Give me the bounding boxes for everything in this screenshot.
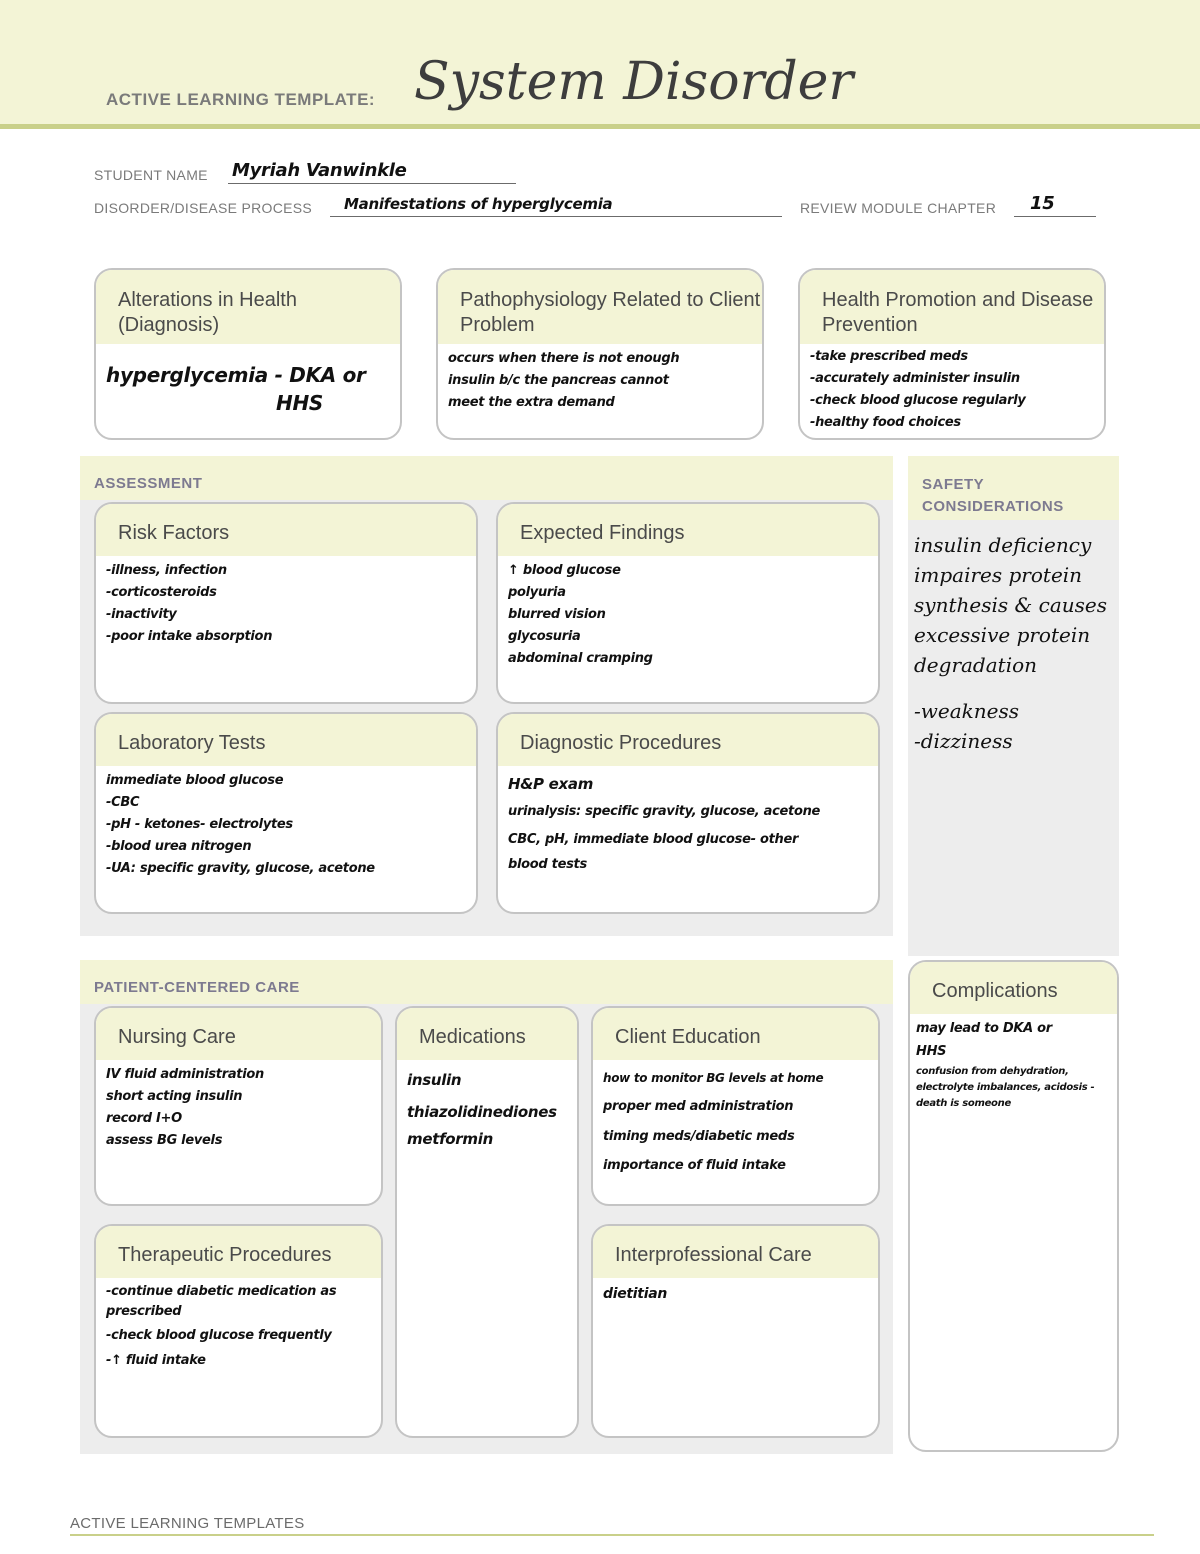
- nursing-care-box: [94, 1006, 383, 1206]
- health-promotion-line: -check blood glucose regularly: [810, 393, 1026, 408]
- student-name-value: Myriah Vanwinkle: [232, 160, 407, 181]
- medications-box: [395, 1006, 579, 1438]
- diagnostic-procedures-line: H&P exam: [508, 775, 594, 793]
- expected-findings-line: glycosuria: [508, 629, 581, 644]
- medications-title: Medications: [397, 1008, 577, 1060]
- expected-findings-line: ↑ blood glucose: [508, 563, 621, 578]
- page-title: System Disorder: [414, 52, 854, 112]
- expected-findings-line: abdominal cramping: [508, 651, 653, 666]
- therapeutic-procedures-line: -check blood glucose frequently: [106, 1328, 332, 1343]
- interprofessional-care-title: Interprofessional Care: [593, 1226, 878, 1278]
- diagnostic-procedures-box: [496, 712, 880, 914]
- laboratory-tests-box: [94, 712, 478, 914]
- client-education-box: [591, 1006, 880, 1206]
- chapter-value: 15: [1030, 193, 1055, 214]
- disorder-label: DISORDER/DISEASE PROCESS: [94, 200, 313, 216]
- pathophysiology-line: occurs when there is not enough: [448, 351, 680, 366]
- therapeutic-procedures-title: Therapeutic Procedures: [96, 1226, 381, 1278]
- alterations-line: hyperglycemia - DKA or: [106, 363, 366, 387]
- risk-factors-line: -corticosteroids: [106, 585, 217, 600]
- assessment-label: ASSESSMENT: [94, 475, 203, 492]
- patient-care-label: PATIENT-CENTERED CARE: [94, 979, 300, 996]
- risk-factors-title: Risk Factors: [96, 504, 476, 556]
- health-promotion-line: -take prescribed meds: [810, 349, 968, 364]
- laboratory-tests-line: -UA: specific gravity, glucose, acetone: [106, 861, 375, 876]
- interprofessional-care-line: dietitian: [603, 1286, 668, 1302]
- expected-findings-line: polyuria: [508, 585, 566, 600]
- safety-line: [914, 680, 1114, 696]
- client-education-line: timing meds/diabetic meds: [603, 1129, 795, 1144]
- nursing-care-line: assess BG levels: [106, 1133, 223, 1148]
- laboratory-tests-title: Laboratory Tests: [96, 714, 476, 766]
- disorder-field[interactable]: [330, 195, 782, 217]
- nursing-care-line: short acting insulin: [106, 1089, 243, 1104]
- expected-findings-title: Expected Findings: [498, 504, 878, 556]
- footer-rule: [70, 1534, 1154, 1536]
- complications-line: electrolyte imbalances, acidosis -: [916, 1082, 1095, 1093]
- alterations-box: [94, 268, 402, 440]
- health-promotion-line: -healthy food choices: [810, 415, 961, 430]
- diagnostic-procedures-line: urinalysis: specific gravity, glucose, acetone: [508, 804, 821, 819]
- safety-line: degradation: [914, 653, 1038, 677]
- safety-body: [914, 530, 1114, 756]
- complications-line: confusion from dehydration,: [916, 1066, 1069, 1077]
- laboratory-tests-line: immediate blood glucose: [106, 773, 284, 788]
- health-promotion-line: -accurately administer insulin: [810, 371, 1020, 386]
- complications-box: [908, 960, 1119, 1452]
- health-promotion-box: [798, 268, 1106, 440]
- student-name-label: STUDENT NAME: [94, 167, 208, 183]
- diagnostic-procedures-line: CBC, pH, immediate blood glucose- other: [508, 832, 799, 847]
- risk-factors-line: -inactivity: [106, 607, 177, 622]
- safety-line: synthesis & causes: [914, 593, 1108, 617]
- pathophysiology-line: insulin b/c the pancreas cannot: [448, 373, 669, 388]
- complications-title: Complications: [910, 962, 1117, 1014]
- pathophysiology-title: Pathophysiology Related to Client Problem: [438, 270, 762, 344]
- client-education-line: proper med administration: [603, 1099, 794, 1114]
- laboratory-tests-line: -pH - ketones- electrolytes: [106, 817, 293, 832]
- medications-line: insulin: [407, 1071, 462, 1089]
- interprofessional-care-box: [591, 1224, 880, 1438]
- diagnostic-procedures-line: blood tests: [508, 857, 587, 872]
- therapeutic-procedures-box: [94, 1224, 383, 1438]
- nursing-care-title: Nursing Care: [96, 1008, 381, 1060]
- laboratory-tests-line: -CBC: [106, 795, 140, 810]
- disorder-value: Manifestations of hyperglycemia: [344, 195, 613, 213]
- laboratory-tests-line: -blood urea nitrogen: [106, 839, 252, 854]
- client-education-line: importance of fluid intake: [603, 1158, 786, 1173]
- therapeutic-procedures-line: prescribed: [106, 1304, 182, 1319]
- diagnostic-procedures-title: Diagnostic Procedures: [498, 714, 878, 766]
- header-prefix: ACTIVE LEARNING TEMPLATE:: [106, 90, 376, 109]
- complications-line: may lead to DKA or: [916, 1021, 1052, 1036]
- complications-line: HHS: [916, 1044, 947, 1059]
- complications-line: death is someone: [916, 1098, 1011, 1109]
- therapeutic-procedures-line: -↑ fluid intake: [106, 1353, 206, 1368]
- expected-findings-box: [496, 502, 880, 704]
- safety-line: insulin deficiency: [914, 533, 1092, 557]
- alterations-line: HHS: [276, 391, 323, 415]
- footer-label: ACTIVE LEARNING TEMPLATES: [70, 1515, 305, 1532]
- health-promotion-title: Health Promotion and Disease Prevention: [800, 270, 1104, 344]
- chapter-label: REVIEW MODULE CHAPTER: [800, 200, 997, 216]
- safety-line: -weakness: [914, 699, 1019, 723]
- chapter-field[interactable]: [1014, 195, 1096, 217]
- therapeutic-procedures-line: -continue diabetic medication as: [106, 1284, 337, 1299]
- safety-line: impaires protein: [914, 563, 1083, 587]
- nursing-care-line: IV fluid administration: [106, 1067, 264, 1082]
- safety-line: excessive protein: [914, 623, 1091, 647]
- risk-factors-line: -illness, infection: [106, 563, 227, 578]
- medications-line: metformin: [407, 1130, 493, 1148]
- client-education-line: how to monitor BG levels at home: [603, 1071, 824, 1085]
- safety-label-line: SAFETY: [922, 476, 985, 493]
- risk-factors-box: [94, 502, 478, 704]
- safety-line: -dizziness: [914, 729, 1013, 753]
- risk-factors-line: -poor intake absorption: [106, 629, 273, 644]
- header-rule: [0, 124, 1200, 129]
- client-education-title: Client Education: [593, 1008, 878, 1060]
- pathophysiology-line: meet the extra demand: [448, 395, 615, 410]
- alterations-title: Alterations in Health (Diagnosis): [96, 270, 400, 344]
- pathophysiology-box: [436, 268, 764, 440]
- safety-label: [922, 474, 1064, 518]
- safety-label-line: CONSIDERATIONS: [922, 498, 1064, 515]
- student-name-field[interactable]: [228, 162, 516, 184]
- medications-line: thiazolidinediones: [407, 1103, 557, 1121]
- nursing-care-line: record I+O: [106, 1111, 182, 1126]
- expected-findings-line: blurred vision: [508, 607, 606, 622]
